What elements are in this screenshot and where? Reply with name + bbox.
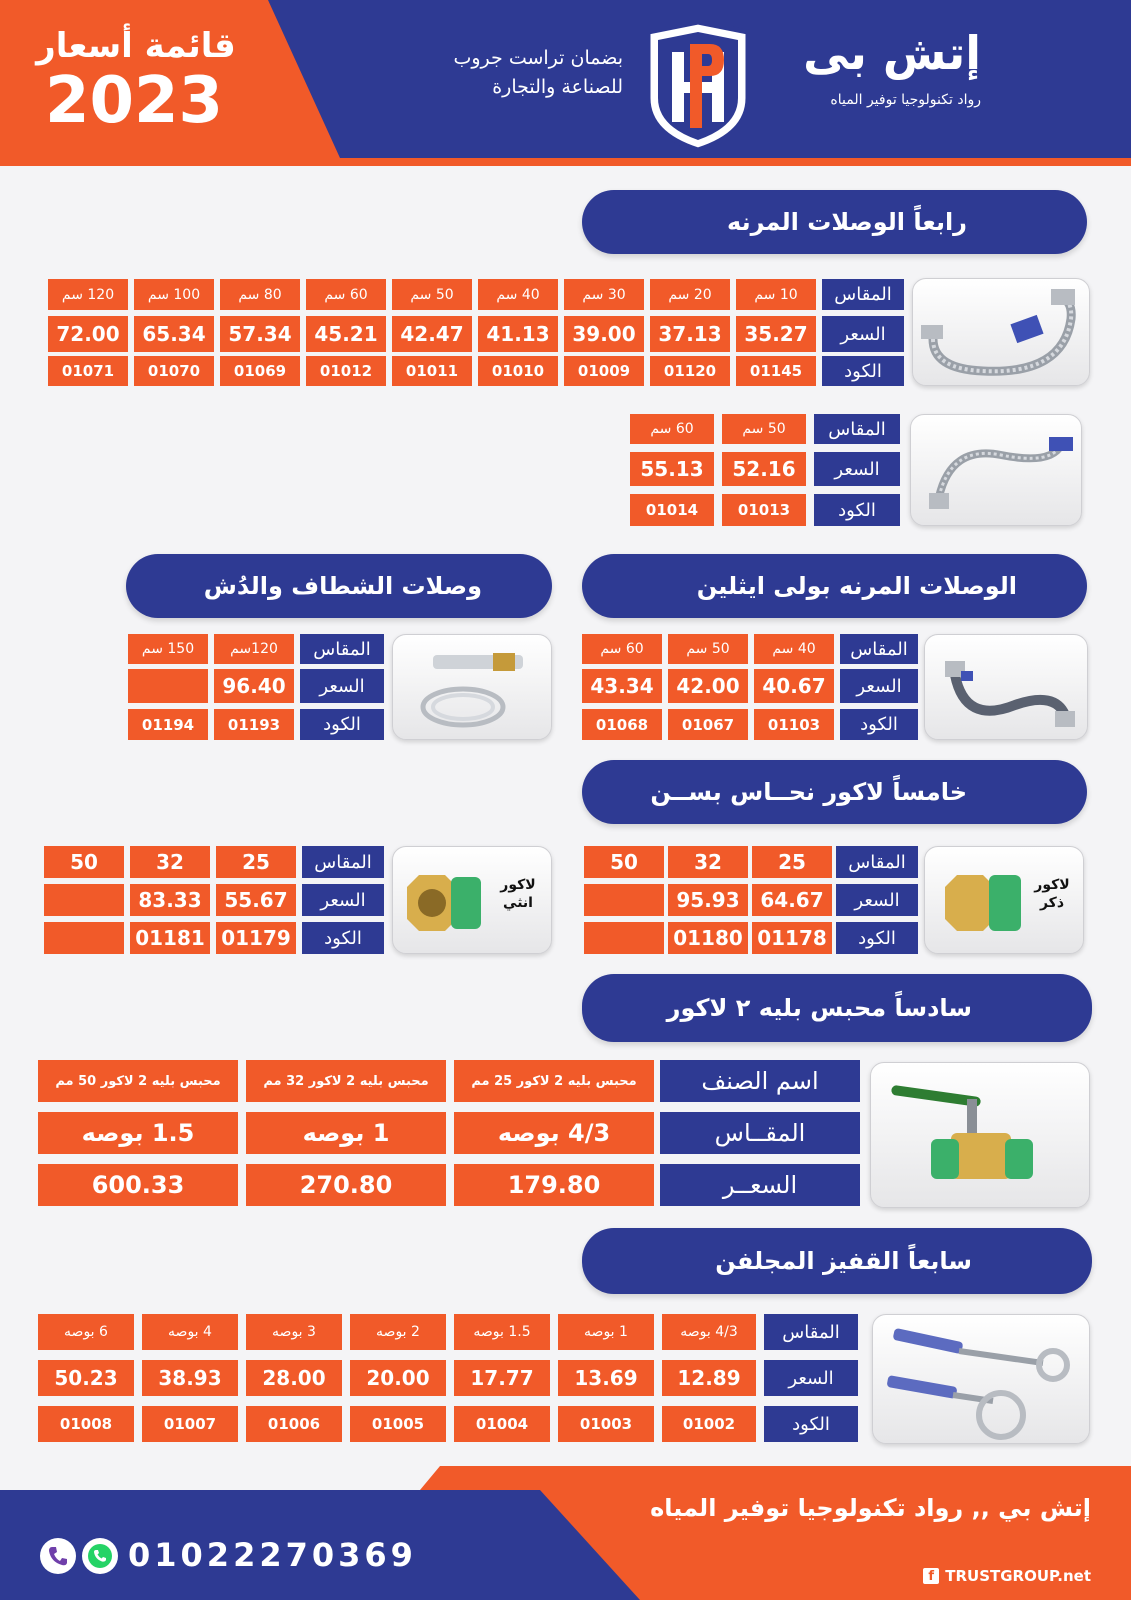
price-cell: 41.13 (478, 316, 558, 352)
guarantee-line-2: للصناعة والتجارة (492, 76, 623, 99)
section-title-flexible: رابعاً الوصلات المرنه (582, 190, 1087, 254)
braided-hose-icon (913, 279, 1090, 386)
price-cell: 65.34 (134, 316, 214, 352)
code-cell: 01120 (650, 356, 730, 386)
braided-hose-icon (911, 415, 1082, 526)
label-size: المقــاس (660, 1112, 860, 1154)
price-cell: 600.33 (38, 1164, 238, 1206)
size-cell: 120سم (214, 634, 294, 664)
size-cell: 4/3 بوصه (662, 1314, 756, 1350)
label-price: السعر (302, 884, 384, 916)
size-cell: 50 (584, 846, 664, 878)
viber-icon (40, 1538, 76, 1574)
code-cell: 01002 (662, 1406, 756, 1442)
price-list-year: 2023 (44, 64, 224, 138)
code-cell: 01013 (722, 494, 806, 526)
label-price: السعــر (660, 1164, 860, 1206)
size-cell: 150 سم (128, 634, 208, 664)
size-cell: 1.5 بوصه (454, 1314, 550, 1350)
code-cell (44, 922, 124, 954)
size-cell: 1 بوصه (246, 1112, 446, 1154)
code-cell: 01194 (128, 709, 208, 740)
size-cell: 2 بوصه (350, 1314, 446, 1350)
image-flexible-hose (912, 278, 1090, 386)
item-name-cell: محبس بليه 2 لاكور 25 مم (454, 1060, 654, 1102)
size-cell: 20 سم (650, 279, 730, 310)
label-size: المقاس (840, 634, 918, 664)
size-cell: 80 سم (220, 279, 300, 310)
price-cell: 55.13 (630, 452, 714, 486)
price-cell: 55.67 (216, 884, 296, 916)
label-size: المقاس (302, 846, 384, 878)
size-cell: 3 بوصه (246, 1314, 342, 1350)
size-cell: 32 (668, 846, 748, 878)
price-cell: 45.21 (306, 316, 386, 352)
label-code: الكود (764, 1406, 858, 1442)
size-cell: 50 سم (668, 634, 748, 664)
label-price: السعر (822, 316, 904, 352)
guarantee-text (383, 44, 623, 103)
item-name-cell: محبس بليه 2 لاكور 32 مم (246, 1060, 446, 1102)
code-cell: 01070 (134, 356, 214, 386)
price-cell: 40.67 (754, 669, 834, 703)
price-cell: 95.93 (668, 884, 748, 916)
section-title-shower: وصلات الشطاف والدُش (126, 554, 552, 618)
code-cell: 01009 (564, 356, 644, 386)
label-price: السعر (764, 1360, 858, 1396)
section-title-valve: سادساً محبس بليه ٢ لاكور (582, 974, 1092, 1042)
code-cell: 01069 (220, 356, 300, 386)
price-cell: 13.69 (558, 1360, 654, 1396)
size-cell: 25 (752, 846, 832, 878)
size-cell: 50 سم (392, 279, 472, 310)
price-cell: 43.34 (582, 669, 662, 703)
code-cell: 01068 (582, 709, 662, 740)
female-union-tag-line2: انثي (503, 895, 533, 912)
code-cell: 01071 (48, 356, 128, 386)
price-cell: 57.34 (220, 316, 300, 352)
code-cell: 01004 (454, 1406, 550, 1442)
label-code: الكود (840, 709, 918, 740)
size-cell: 25 (216, 846, 296, 878)
code-cell: 01005 (350, 1406, 446, 1442)
brand-name: إتش بى (803, 26, 981, 80)
price-cell: 12.89 (662, 1360, 756, 1396)
label-size: المقاس (764, 1314, 858, 1350)
price-cell (44, 884, 124, 916)
label-item-name: اسم الصنف (660, 1060, 860, 1102)
price-cell: 37.13 (650, 316, 730, 352)
hp-logo-icon (640, 18, 756, 154)
price-cell: 50.23 (38, 1360, 134, 1396)
guarantee-line-1: بضمان تراست جروب (453, 47, 623, 69)
price-cell: 42.47 (392, 316, 472, 352)
brand-tagline: رواد تكنولوجيا توفير المياه (830, 92, 981, 108)
price-cell: 42.00 (668, 669, 748, 703)
size-cell: 6 بوصه (38, 1314, 134, 1350)
price-cell (584, 884, 664, 916)
label-code: الكود (836, 922, 918, 954)
code-cell: 01011 (392, 356, 472, 386)
size-cell: 1.5 بوصه (38, 1112, 238, 1154)
size-cell: 10 سم (736, 279, 816, 310)
female-union-tag (490, 876, 546, 912)
female-union-tag-line1: لاكور (500, 877, 536, 893)
phone-glyph-icon (82, 1538, 118, 1574)
size-cell: 32 (130, 846, 210, 878)
ball-valve-icon (871, 1063, 1090, 1208)
code-cell: 01067 (668, 709, 748, 740)
size-cell: 60 سم (582, 634, 662, 664)
price-cell: 179.80 (454, 1164, 654, 1206)
label-price: السعر (300, 669, 384, 703)
size-cell: 60 سم (306, 279, 386, 310)
price-cell: 270.80 (246, 1164, 446, 1206)
price-cell: 64.67 (752, 884, 832, 916)
facebook-icon: f (923, 1568, 939, 1584)
size-cell: 40 سم (478, 279, 558, 310)
section-title-unions: خامساً لاكور نحــاس بســن (582, 760, 1087, 824)
poly-hose-icon (925, 635, 1088, 740)
price-cell: 83.33 (130, 884, 210, 916)
image-poly-hose (924, 634, 1088, 740)
size-cell: 50 (44, 846, 124, 878)
code-cell (584, 922, 664, 954)
section-title-poly: الوصلات المرنه بولى ايثلين (582, 554, 1087, 618)
item-name-cell: محبس بليه 2 لاكور 50 مم (38, 1060, 238, 1102)
male-union-tag-line2: ذكر (1039, 895, 1065, 912)
image-ball-valve (870, 1062, 1090, 1208)
code-cell: 01007 (142, 1406, 238, 1442)
code-cell: 01180 (668, 922, 748, 954)
label-size: المقاس (814, 414, 900, 444)
price-cell: 52.16 (722, 452, 806, 486)
male-union-tag-line1: لاكور (1034, 877, 1070, 893)
code-cell: 01010 (478, 356, 558, 386)
code-cell: 01003 (558, 1406, 654, 1442)
price-cell: 72.00 (48, 316, 128, 352)
code-cell: 01181 (130, 922, 210, 954)
code-cell: 01103 (754, 709, 834, 740)
size-cell: 40 سم (754, 634, 834, 664)
code-cell: 01178 (752, 922, 832, 954)
label-code: الكود (814, 494, 900, 526)
size-cell: 4 بوصه (142, 1314, 238, 1350)
label-code: الكود (302, 922, 384, 954)
price-cell (128, 669, 208, 703)
size-cell: 1 بوصه (558, 1314, 654, 1350)
size-cell: 30 سم (564, 279, 644, 310)
size-cell: 120 سم (48, 279, 128, 310)
image-flexible-hose-2 (910, 414, 1082, 526)
size-cell: 60 سم (630, 414, 714, 444)
code-cell: 01179 (216, 922, 296, 954)
pipe-clamp-icon (873, 1315, 1090, 1444)
phone-glyph-icon (40, 1538, 76, 1574)
whatsapp-icon (82, 1538, 118, 1574)
price-cell: 38.93 (142, 1360, 238, 1396)
label-size: المقاس (822, 279, 904, 310)
label-price: السعر (836, 884, 918, 916)
price-list-title: قائمة أسعار (36, 26, 236, 66)
label-size: المقاس (300, 634, 384, 664)
price-cell: 35.27 (736, 316, 816, 352)
label-code: الكود (822, 356, 904, 386)
price-cell: 39.00 (564, 316, 644, 352)
male-union-tag (1024, 876, 1080, 912)
code-cell: 01012 (306, 356, 386, 386)
image-pipe-clamp (872, 1314, 1090, 1444)
code-cell: 01006 (246, 1406, 342, 1442)
price-cell: 20.00 (350, 1360, 446, 1396)
size-cell: 50 سم (722, 414, 806, 444)
price-cell: 28.00 (246, 1360, 342, 1396)
code-cell: 01008 (38, 1406, 134, 1442)
code-cell: 01145 (736, 356, 816, 386)
price-cell: 17.77 (454, 1360, 550, 1396)
footer-site (923, 1567, 1091, 1585)
footer-phone: 01022270369 (128, 1536, 417, 1574)
footer-slogan: إتش بي ,, رواد تكنولوجيا توفير المياه (650, 1494, 1091, 1522)
image-shower-hose (392, 634, 552, 740)
label-code: الكود (300, 709, 384, 740)
code-cell: 01193 (214, 709, 294, 740)
label-price: السعر (840, 669, 918, 703)
shower-hose-icon (393, 635, 552, 740)
price-cell: 96.40 (214, 669, 294, 703)
label-price: السعر (814, 452, 900, 486)
size-cell: 4/3 بوصه (454, 1112, 654, 1154)
footer-site-text: TRUSTGROUP.net (945, 1567, 1091, 1585)
size-cell: 100 سم (134, 279, 214, 310)
code-cell: 01014 (630, 494, 714, 526)
section-title-clamps: سابعاً القفيز المجلفن (582, 1228, 1092, 1294)
label-size: المقاس (836, 846, 918, 878)
